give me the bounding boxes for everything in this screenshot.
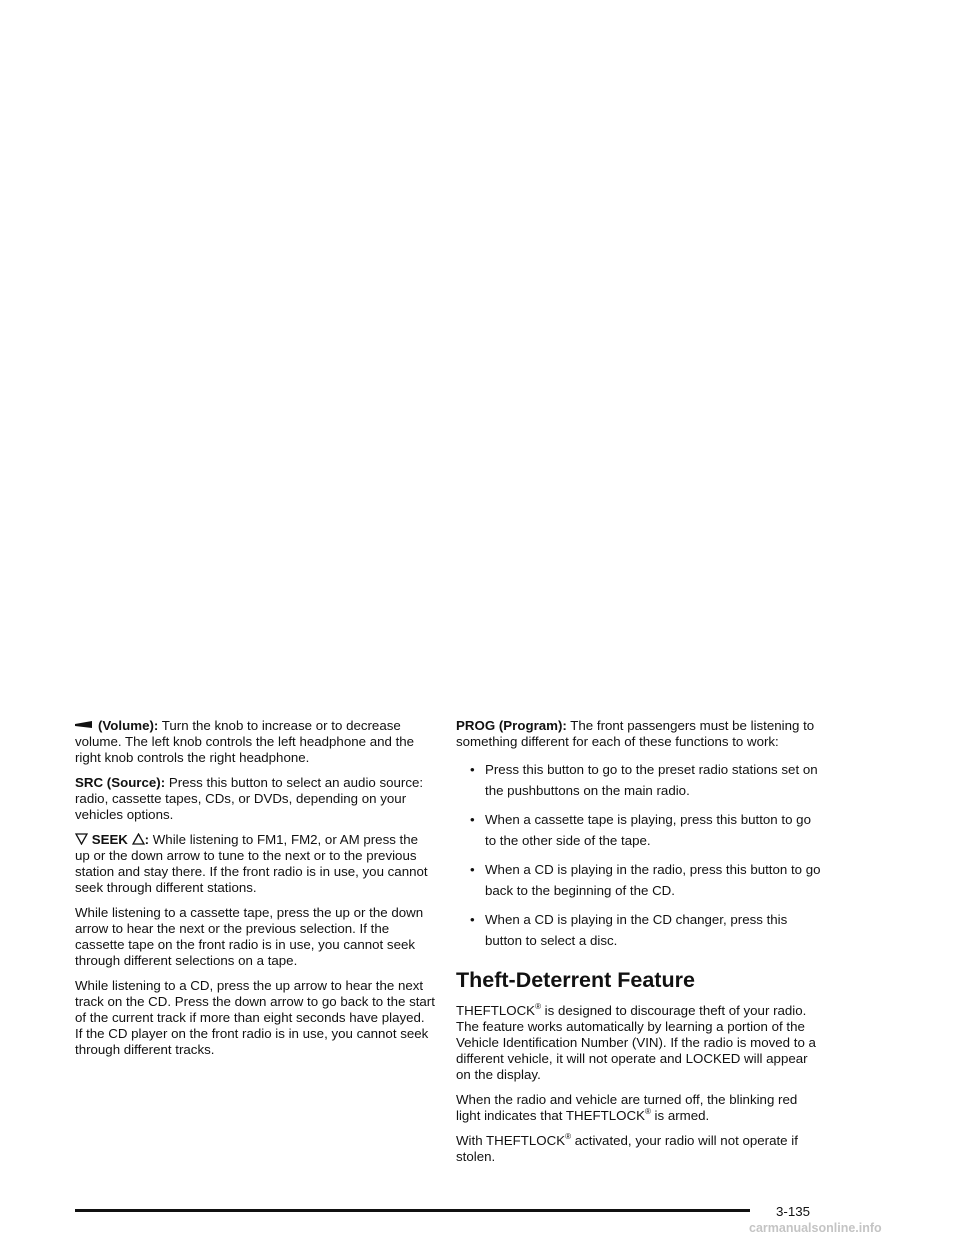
page-number: 3-135 — [776, 1204, 811, 1219]
bullet-text: When a CD is playing in the CD changer, press this button to select a disc. — [485, 912, 788, 948]
volume-label: (Volume): — [98, 718, 159, 733]
section-title: Theft-Deterrent Feature — [456, 968, 695, 992]
right-column — [456, 718, 821, 1174]
seek-text: While listening to FM1, FM2, or AM press the up or the down arrow to tune to the next or to the previous station and stay there. If the front radio is in use, you cannot seek through different stations. — [75, 832, 428, 895]
theftlock-paragraph-2 — [456, 1092, 821, 1124]
seek-label: SEEK — [91, 832, 128, 847]
prog-function-list — [456, 759, 821, 951]
cd-paragraph: While listening to a CD, press the up arrow to hear the next track on the CD. Press the down arrow to go back to the start of the current track if more than eight seconds have played. If the CD player on the front radio is in use, you cannot seek through different tracks. — [75, 978, 435, 1057]
list-item — [456, 759, 821, 801]
theftlock-text: is armed. — [650, 1108, 710, 1123]
src-paragraph — [75, 775, 435, 823]
registered-mark: ® — [535, 1002, 541, 1011]
bullet-icon: • — [470, 812, 475, 827]
watermark: carmanualsonline.info — [749, 1221, 882, 1235]
prog-label: PROG (Program): — [456, 718, 567, 733]
volume-paragraph — [75, 718, 435, 766]
prog-text: The front passengers must be listening to something different for each of these functions to work: — [456, 718, 815, 749]
bullet-text: Press this button to go to the preset radio stations set on the pushbuttons on the main radio. — [485, 762, 818, 798]
cassette-paragraph: While listening to a cassette tape, press the up or the down arrow to hear the next or the previous selection. If the cassette tape on the front radio is in use, you cannot seek through different selections on a tape. — [75, 905, 424, 968]
theftlock-paragraph-1 — [456, 1003, 821, 1083]
theftlock-paragraph-3 — [456, 1133, 821, 1165]
bullet-icon: • — [470, 912, 475, 927]
list-item — [456, 859, 821, 901]
seek-down-triangle-icon — [75, 833, 88, 845]
seek-up-triangle-icon — [132, 833, 145, 845]
theftlock-text: activated, your radio will not operate if stolen. — [456, 1133, 798, 1164]
seek-paragraph — [75, 832, 435, 896]
theftlock-text: is designed to discourage theft of your radio. The feature works automatically by learning a portion of the Vehicle Identification Number (VIN). If the radio is moved to a different vehicle, it will not operate and LOCKED will appear on the display. — [456, 1003, 816, 1082]
theftlock-text: When the radio and vehicle are turned off, the blinking red light indicates that THEFTLOCK — [456, 1092, 798, 1123]
bullet-icon: • — [470, 862, 475, 877]
registered-mark: ® — [565, 1132, 572, 1141]
footer-rule — [75, 1209, 750, 1212]
src-text: Press this button to select an audio source: radio, cassette tapes, CDs, or DVDs, depending on your vehicles options. — [75, 775, 424, 822]
theftlock-text: With THEFTLOCK — [456, 1133, 566, 1148]
bullet-text: When a CD is playing in the radio, press this button to go back to the beginning of the CD. — [485, 862, 821, 898]
seek-colon: : — [144, 832, 150, 847]
registered-mark: ® — [644, 1107, 651, 1116]
list-item — [456, 809, 821, 851]
volume-text: Turn the knob to increase or to decrease volume. The left knob controls the left headphone and the right knob controls the right headphone. — [75, 718, 415, 765]
src-label: SRC (Source): — [75, 775, 166, 790]
prog-paragraph — [456, 718, 821, 750]
theftlock-text: THEFTLOCK — [456, 1003, 536, 1018]
list-item — [456, 909, 821, 951]
volume-icon — [75, 721, 92, 728]
bullet-icon: • — [470, 762, 475, 777]
left-column — [75, 718, 435, 1067]
bullet-text: When a cassette tape is playing, press this button to go to the other side of the tape. — [485, 812, 811, 848]
